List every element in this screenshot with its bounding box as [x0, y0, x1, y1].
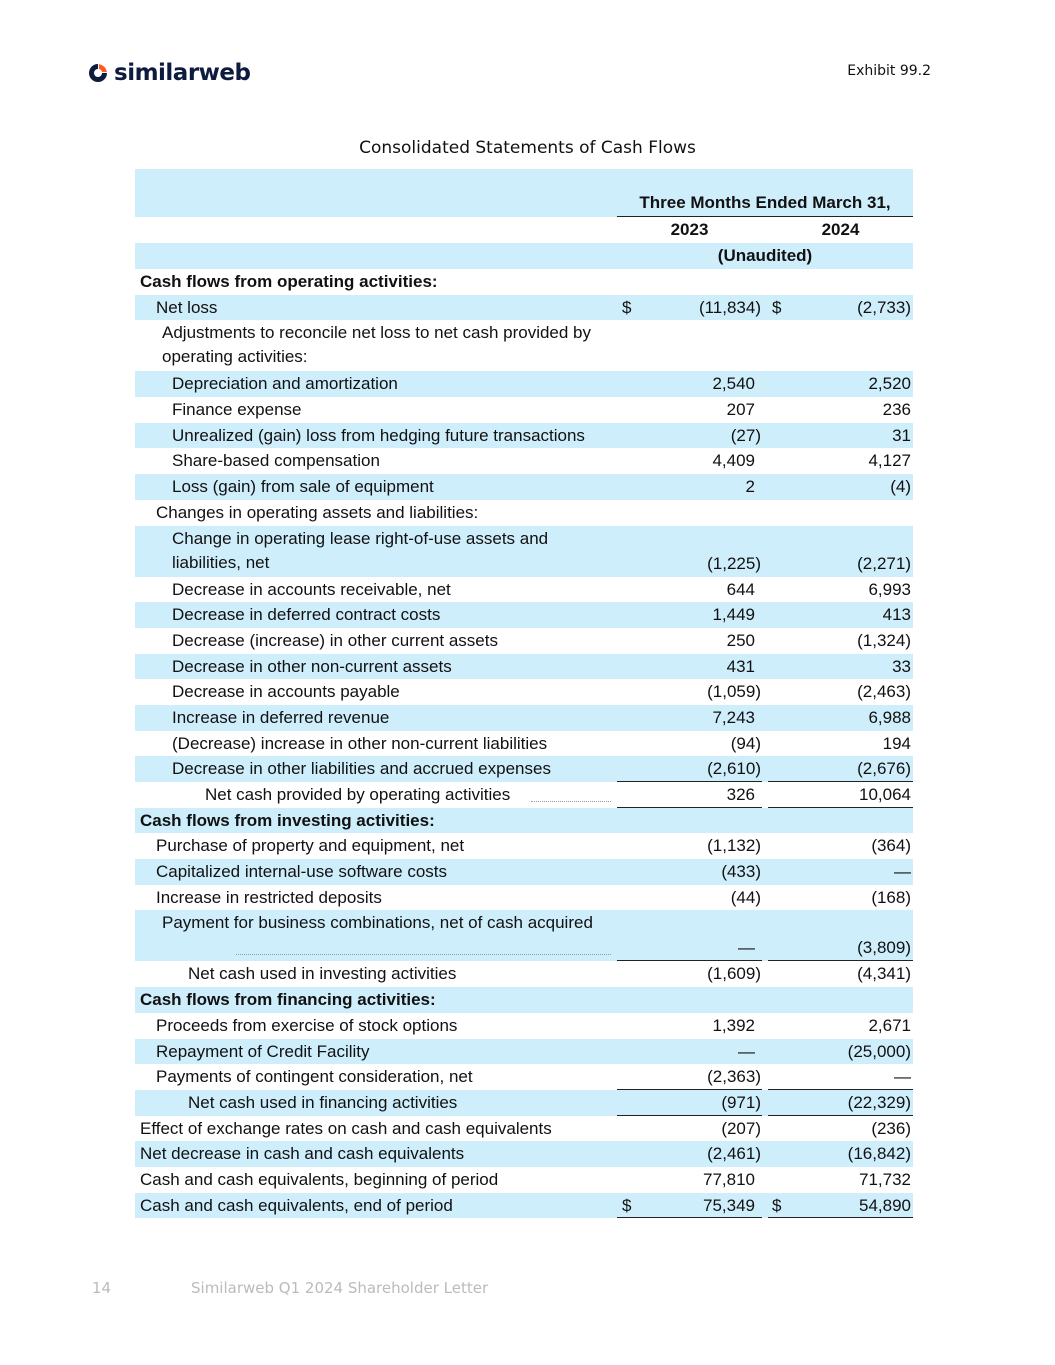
row-label: Net cash used in financing activities: [188, 1092, 458, 1112]
currency-symbol-2023: $: [622, 1195, 632, 1215]
row-label: Changes in operating assets and liabilities:: [156, 502, 479, 522]
value-2024: (2,676): [857, 759, 911, 779]
row-label: Share-based compensation: [172, 451, 380, 471]
value-2023: 75,349: [703, 1195, 755, 1215]
value-2023: 250: [726, 630, 755, 650]
exhibit-label: Exhibit 99.2: [847, 63, 931, 79]
row-label: Cash flows from investing activities:: [140, 810, 435, 830]
value-2024: 10,064: [859, 785, 911, 804]
row-label: (Decrease) increase in other non-current liabilities: [172, 733, 548, 753]
table-row: [135, 705, 913, 731]
value-2024: 33: [892, 656, 911, 676]
value-2024: 71,732: [859, 1169, 911, 1189]
table-row: [135, 1193, 913, 1219]
value-2023: 644: [726, 579, 755, 599]
value-2023: 7,243: [712, 707, 755, 727]
currency-symbol-2024: $: [772, 297, 782, 317]
row-label: Decrease in deferred contract costs: [172, 605, 441, 625]
value-2024: (4,341): [857, 964, 911, 984]
table-body: [135, 269, 913, 1218]
table-row: [135, 448, 913, 474]
table-row: [135, 808, 913, 834]
header-period-row: [135, 169, 913, 217]
table-row: [135, 500, 913, 526]
value-2024: 194: [882, 733, 911, 753]
value-2023: (1,609): [707, 964, 761, 984]
grand-total-rule: [768, 1217, 913, 1218]
value-2023: (2,363): [707, 1067, 761, 1087]
table-row: [135, 654, 913, 680]
value-2023: (971): [721, 1092, 761, 1112]
value-2023: (11,834): [698, 297, 761, 317]
table-row: [135, 423, 913, 449]
value-2024: (2,271): [857, 553, 911, 573]
row-label: Cash flows from operating activities:: [140, 272, 438, 291]
table-row: [135, 474, 913, 500]
page-number: 14: [92, 1279, 112, 1297]
table-row: [135, 859, 913, 885]
table-row: [135, 1141, 913, 1167]
value-2023: 4,409: [712, 451, 755, 471]
table-row: [135, 1039, 913, 1065]
statement-title: Consolidated Statements of Cash Flows: [359, 138, 696, 158]
value-2024: 31: [892, 425, 911, 445]
table-row: [135, 602, 913, 628]
table-row: [135, 679, 913, 705]
table-row: [135, 910, 913, 961]
table-row: [135, 628, 913, 654]
similarweb-logo: [88, 58, 250, 88]
value-2024: 54,890: [859, 1195, 911, 1215]
table-row: [135, 833, 913, 859]
value-2023: 77,810: [703, 1169, 755, 1189]
row-label: Decrease in accounts receivable, net: [172, 579, 451, 599]
value-2023: 1,449: [712, 605, 755, 625]
value-2023: 326: [726, 785, 755, 804]
value-2024: (4): [890, 477, 911, 497]
row-label: Increase in restricted deposits: [156, 887, 382, 907]
row-label: Cash flows from financing activities:: [140, 990, 436, 1010]
dot-leader: [236, 954, 611, 955]
logo-text: similarweb: [114, 60, 251, 86]
value-2023: (2,461): [707, 1144, 761, 1164]
similarweb-logo-icon: [88, 63, 108, 83]
table-row: [135, 1090, 913, 1116]
value-2023: 207: [726, 400, 755, 420]
value-2023: (207): [721, 1118, 761, 1138]
value-2024: 6,988: [868, 707, 911, 727]
row-label: Decrease in accounts payable: [172, 682, 400, 702]
value-2023: (1,059): [707, 682, 761, 702]
unaudited-note: (Unaudited): [717, 246, 813, 265]
row-label: Payments of contingent consideration, net: [156, 1067, 473, 1087]
row-label: Cash and cash equivalents, beginning of period: [140, 1169, 499, 1189]
table-row: [135, 295, 913, 321]
table-row: [135, 577, 913, 603]
value-2024: (2,463): [857, 682, 911, 702]
row-label: Decrease in other liabilities and accrued expenses: [172, 759, 551, 779]
value-2024: (168): [871, 887, 911, 907]
value-2023: (94): [730, 733, 761, 753]
table-row: [135, 526, 913, 577]
value-2024: 6,993: [868, 579, 911, 599]
row-label: Capitalized internal-use software costs: [156, 862, 448, 882]
table-row: [135, 320, 913, 371]
table-row: [135, 397, 913, 423]
row-label: Depreciation and amortization: [172, 374, 398, 394]
period-header: Three Months Ended March 31,: [617, 190, 913, 217]
value-2023: (433): [721, 862, 761, 882]
row-label: Loss (gain) from sale of equipment: [172, 477, 434, 497]
header-year-row: [135, 217, 913, 243]
value-2024: 236: [882, 400, 911, 420]
value-2024: 2,671: [868, 1015, 911, 1035]
value-2024: 2,520: [868, 374, 911, 394]
footer-text: Similarweb Q1 2024 Shareholder Letter: [191, 1279, 489, 1297]
currency-symbol-2023: $: [622, 297, 632, 317]
row-label: Payment for business combinations, net of cash acquired: [162, 913, 593, 933]
row-label: Finance expense: [172, 400, 302, 420]
row-label: Unrealized (gain) loss from hedging future transactions: [172, 425, 585, 445]
table-row: [135, 782, 913, 808]
value-2024: (3,809): [857, 938, 911, 958]
value-2023: —: [738, 1041, 755, 1061]
table-row: [135, 885, 913, 911]
header-audit-row: [135, 243, 913, 269]
value-2024: (236): [871, 1118, 911, 1138]
row-label: Decrease (increase) in other current assets: [172, 630, 498, 650]
value-2023: (1,225): [707, 553, 761, 573]
value-2024: (2,733): [857, 297, 911, 317]
dot-leader: [531, 801, 611, 802]
row-label: Increase in deferred revenue: [172, 707, 390, 727]
table-row: [135, 961, 913, 987]
row-label: Decrease in other non-current assets: [172, 656, 452, 676]
row-label: Repayment of Credit Facility: [156, 1041, 370, 1061]
value-2024: —: [894, 1067, 911, 1087]
table-row: [135, 269, 913, 295]
row-label: Change in operating lease right-of-use assets and liabilities, net: [172, 528, 549, 572]
row-label: Cash and cash equivalents, end of period: [140, 1195, 453, 1215]
value-2023: 1,392: [712, 1015, 755, 1035]
row-label: Effect of exchange rates on cash and cash equivalents: [140, 1118, 552, 1138]
currency-symbol-2024: $: [772, 1195, 782, 1215]
table-row: [135, 371, 913, 397]
value-2023: (44): [730, 887, 761, 907]
value-2024: (364): [871, 836, 911, 856]
table-row: [135, 1064, 913, 1090]
year-header-2024: 2024: [768, 217, 913, 244]
table-row: [135, 731, 913, 757]
row-label: Adjustments to reconcile net loss to net cash provided by operating activities:: [162, 323, 592, 367]
value-2023: (27): [730, 425, 761, 445]
value-2024: —: [894, 862, 911, 882]
value-2024: (1,324): [857, 630, 911, 650]
value-2024: (22,329): [847, 1092, 911, 1112]
row-label: Proceeds from exercise of stock options: [156, 1015, 458, 1035]
value-2024: 4,127: [868, 451, 911, 471]
cash-flow-table: [135, 169, 913, 1218]
row-label: Purchase of property and equipment, net: [156, 836, 465, 856]
table-row: [135, 1013, 913, 1039]
table-row: [135, 756, 913, 782]
value-2023: (1,132): [707, 836, 761, 856]
row-label: Net cash provided by operating activities: [205, 785, 511, 804]
value-2023: —: [738, 938, 755, 958]
value-2023: (2,610): [707, 759, 761, 779]
value-2024: (16,842): [847, 1144, 911, 1164]
row-label: Net loss: [156, 297, 218, 317]
table-row: [135, 1167, 913, 1193]
row-label: Net cash used in investing activities: [188, 964, 457, 984]
year-header-2023: 2023: [617, 217, 762, 244]
row-label: Net decrease in cash and cash equivalents: [140, 1144, 465, 1164]
value-2023: 431: [726, 656, 755, 676]
value-2024: (25,000): [847, 1041, 911, 1061]
value-2023: 2,540: [712, 374, 755, 394]
table-row: [135, 987, 913, 1013]
value-2024: 413: [882, 605, 911, 625]
grand-total-rule: [617, 1217, 762, 1218]
table-row: [135, 1116, 913, 1142]
value-2023: 2: [745, 477, 755, 497]
